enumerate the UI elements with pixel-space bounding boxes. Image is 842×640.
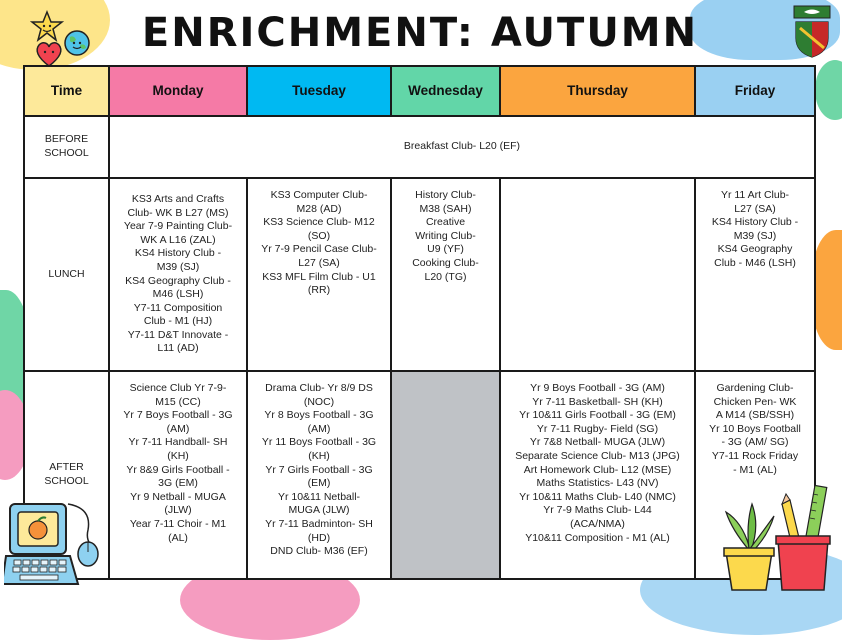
club-entry-line: Writing Club- (415, 229, 476, 242)
row-label-line: SCHOOL (44, 475, 89, 487)
club-entry-line: L20 (TG) (424, 270, 467, 283)
club-entry-line: (RR) (307, 284, 331, 297)
school-crest-icon (790, 4, 834, 58)
club-entry-line: L11 (AD) (157, 342, 199, 355)
club-entry-line: Club - M46 (LSH) (714, 256, 796, 269)
decor-blob-orange-right (812, 230, 842, 350)
club-entry-line: (ACA/NMA) (570, 517, 625, 530)
club-entry-line: Yr 11 Boys Football - 3G (261, 436, 377, 449)
club-entry-line: Yr 9 Boys Football - 3G (AM) (530, 382, 665, 394)
club-entry-line: Yr 7-11 Handball- SH (128, 436, 228, 449)
club-entry-line: Yr 7-11 Badminton- SH (265, 517, 373, 530)
cell-lunch-tuesday (247, 178, 391, 371)
club-entry-line: Science Club Yr 7-9- (129, 382, 227, 394)
club-entry-line: Yr 11 Art Club- (720, 189, 790, 201)
club-entry-line: Yr 10&11 Maths Club- L40 (NMC) (519, 490, 676, 503)
club-entry-line: M39 (SJ) (733, 229, 777, 242)
club-entry-line: KS3 Computer Club- (270, 189, 368, 201)
club-entry-line: A M14 (SB/SSH) (715, 409, 795, 422)
club-entry-line: KS4 History Club - (711, 216, 799, 229)
club-entry-line: (NOC) (303, 395, 335, 408)
club-entry-line: U9 (YF) (427, 243, 464, 256)
cell-after-tuesday (247, 371, 391, 579)
club-entry-line: Chicken Pen- WK (713, 395, 797, 408)
club-entry-line: Maths Statistics- L43 (NV) (536, 477, 659, 490)
club-entry-line: Creative (425, 216, 466, 229)
club-entry-line: KS4 Geography Club - (125, 274, 231, 287)
club-entry-line: Yr 8&9 Girls Football - (126, 463, 230, 476)
club-entry-line: (HD) (307, 531, 331, 544)
club-entry-line: M38 (SAH) (419, 202, 472, 215)
club-entry-line: Yr 7&8 Netball- MUGA (JLW) (529, 436, 666, 449)
club-entry-line: Yr 7 Boys Football - 3G (123, 409, 233, 422)
heart-face-icon (34, 40, 64, 68)
club-entry-line: MUGA (JLW) (288, 504, 350, 517)
club-entry-line: - 3G (AM/ SG) (721, 436, 789, 449)
club-entry-line: Yr 7-9 Pencil Case Club- (261, 243, 377, 256)
header-thursday: Thursday (500, 66, 695, 116)
club-entry-line: Y7-11 D&T Innovate - (127, 328, 229, 341)
club-entry-line: Yr 7-11 Rugby- Field (SG) (536, 422, 659, 435)
club-entry-line: Art Homework Club- L12 (MSE) (523, 463, 672, 476)
club-entry-line: KS4 History Club - (134, 247, 222, 260)
club-entry-line: WK A L16 (ZAL) (140, 233, 216, 246)
club-entry-line: L27 (SA) (298, 256, 340, 269)
club-entry-line: L27 (SA) (734, 202, 776, 215)
page-title: ENRICHMENT: AUTUMN (141, 10, 699, 56)
club-entry-line: Club - M1 (HJ) (143, 315, 213, 328)
header-friday: Friday (695, 66, 815, 116)
star-face-icon (30, 10, 64, 44)
club-entry-line: KS3 Science Club- M12 (263, 216, 375, 229)
club-entry-line: - M1 (AL) (733, 463, 777, 476)
row-label-line: SCHOOL (44, 147, 89, 159)
club-entry-line: History Club- (415, 189, 476, 201)
row-label-line: LUNCH (48, 267, 85, 280)
club-entry-line: Cooking Club- (412, 256, 479, 269)
club-entry-line: Separate Science Club- M13 (JPG) (515, 449, 680, 462)
decor-blob-green-topright (815, 60, 842, 120)
club-entry-line: M28 (AD) (296, 202, 342, 215)
club-entry-line: (AL) (168, 531, 188, 544)
row-label-line: BEFORE (44, 133, 89, 146)
cell-after-wednesday (391, 371, 500, 579)
club-entry-line: Yr 7-11 Basketball- SH (KH) (532, 395, 663, 408)
timetable (23, 65, 816, 580)
club-entry-line: Yr 9 Netball - MUGA (130, 490, 226, 503)
club-entry-line: Y7-11 Composition (133, 301, 223, 314)
row-label-before-school (24, 116, 109, 178)
cell-before-school-all-days: Breakfast Club- L20 (EF) (109, 116, 815, 178)
cell-lunch-friday (695, 178, 815, 371)
cell-lunch-wednesday (391, 178, 500, 371)
plant-pot-icon (718, 500, 780, 592)
club-entry-line: Year 7-11 Choir - M1 (129, 517, 227, 530)
header-wednesday: Wednesday (391, 66, 500, 116)
club-entry-line: (AM) (166, 422, 190, 435)
club-entry-line: KS3 Arts and Crafts (131, 192, 225, 205)
club-entry-line: (JLW) (164, 504, 192, 517)
row-label-line: AFTER (49, 461, 84, 474)
header-monday: Monday (109, 66, 247, 116)
club-entry-line: Y10&11 Composition - M1 (AL) (525, 531, 670, 544)
pencil-cup-icon (772, 484, 838, 594)
cell-after-thursday (500, 371, 695, 579)
club-entry-line: Y7-11 Rock Friday (711, 449, 799, 462)
header-time: Time (24, 66, 109, 116)
club-entry-line: Yr 7 Girls Football - 3G (265, 463, 373, 476)
club-entry-line: KS3 MFL Film Club - U1 (262, 270, 376, 283)
cell-lunch-monday (109, 178, 247, 371)
club-entry-line: (KH) (167, 449, 189, 462)
club-entry-line: Gardening Club- (716, 382, 794, 394)
club-entry-line: Yr 10 Boys Football (709, 422, 801, 435)
club-entry-line: Year 7-9 Painting Club- (123, 220, 233, 233)
club-entry-line: 3G (EM) (158, 477, 198, 490)
club-entry-line: Drama Club- Yr 8/9 DS (265, 382, 373, 394)
cell-lunch-thursday (500, 178, 695, 371)
globe-face-icon (62, 28, 92, 58)
club-entry-line: M39 (SJ) (156, 260, 200, 273)
club-entry-line: KS4 Geography (717, 243, 793, 256)
club-entry-line: (SO) (307, 229, 331, 242)
club-entry-line: Yr 10&11 Netball- (277, 490, 361, 503)
mouse-icon (62, 500, 104, 570)
header-tuesday: Tuesday (247, 66, 391, 116)
club-entry-line: M15 (CC) (155, 395, 201, 408)
club-entry-line: Yr 7-9 Maths Club- L44 (543, 504, 652, 517)
club-entry-line: (KH) (308, 449, 330, 462)
row-label-lunch (24, 178, 109, 371)
club-entry-line: M46 (LSH) (152, 288, 204, 301)
club-entry-line: Yr 10&11 Girls Football - 3G (EM) (519, 409, 676, 422)
club-entry-line: (EM) (307, 477, 331, 490)
club-entry-line: (AM) (307, 422, 331, 435)
club-entry-line: Club- WK B L27 (MS) (127, 206, 229, 219)
cell-after-monday (109, 371, 247, 579)
club-entry-line: DND Club- M36 (EF) (270, 545, 368, 558)
club-entry-line: Yr 8 Boys Football - 3G (264, 409, 374, 422)
